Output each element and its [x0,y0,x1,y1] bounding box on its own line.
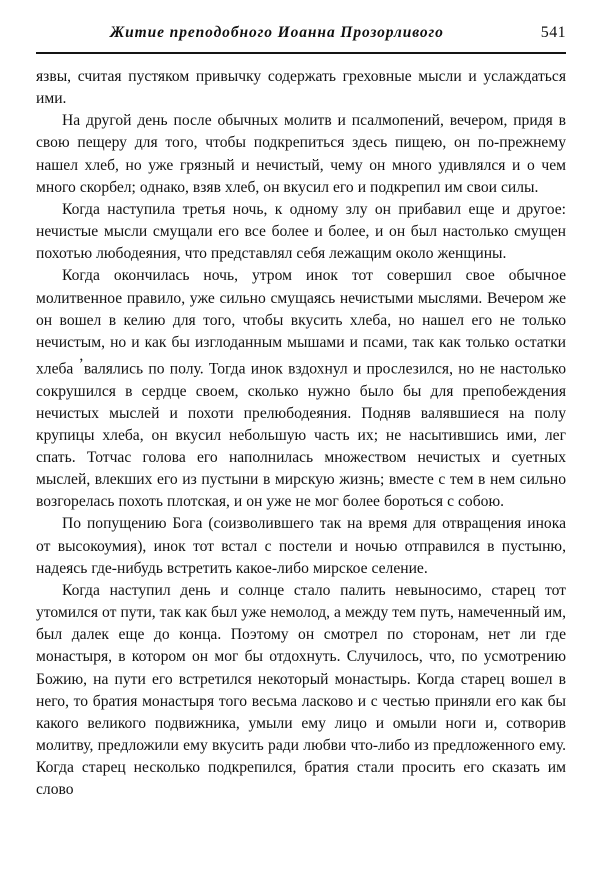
header-rule [36,52,566,54]
paragraph [36,265,566,513]
paragraph-segment: валялись по полу. Тогда инок вздохнул и прослезился, но не настолько сокрушился в сердце своем, сколько нужно было бы для препобеждения нечистых мыслей и похоти прелюбодеяния. Подняв валявшиеся на полу крупицы хлеба, он вкусил небольшую часть их; не насытившись ими, лег спать. Тотчас голова его наполнилась множеством нечистых и суетных мыслей, влекших его из пустыни в мирскую жизнь; вместе с тем в нем сильно возгорелась похоть плотская, и он уже не мог более бороться с собою. [36,360,566,511]
paragraph-segment: Когда окончилась ночь, утром инок тот совершил свое обычное молитвенное правило, уже сильно смущаясь нечистыми мыслями. Вечером же он вошел в келию для того, чтобы вкусить хлеба, но нашел его не только нечистым, но и как бы изглоданным мышами и псами, так как только остатки хлеба [36,267,566,378]
paragraph: язвы, считая пустяком привычку содержать греховные мысли и услаждаться ими. [36,68,566,108]
scan-artifact-mark: ʼ [78,356,84,374]
paragraph: По попущению Бога (соизволившего так на время для отвращения инока от высокоумия), инок тот встал с постели и ночью отправился в пустыню, надеясь где-нибудь встретить какое-либо мирское селение. [36,515,566,577]
paragraph: Когда наступила третья ночь, к одному злу он прибавил еще и другое: нечистые мысли смущали его все более и более, и он был настолько смущен похотью любодеяния, что представлял себя лежащим около женщины. [36,200,566,263]
running-head-title: Житие преподобного Иоанна Прозорливого [110,24,444,41]
running-head [36,24,566,50]
paragraph: Когда наступил день и солнце стало палить невыносимо, старец тот утомился от пути, так как был уже немолод, а между тем путь, намеченный им, был далек еще до конца. Поэтому он смотрел по сторонам, нет ли где монастыря, в котором он мог бы отдохнуть. Случилось, что, по усмотрению Божию, на пути его встретился некоторый монастырь. Когда старец вошел в него, то братия монастыря того весьма ласково и с честью приняли его как бы какого великого подвижника, умыли ему лицо и омыли ноги и, сотворив молитву, предложили ему вкусить ради любви что-либо из предложенного ему. Когда старец несколько подкрепился, братия стали просить его сказать им слово [36,581,566,799]
page-number: 541 [540,24,566,41]
paragraph: На другой день после обычных молитв и псалмопений, вечером, придя в свою пещеру для того, чтобы подкрепиться здесь пищею, он по-прежнему нашел хлеб, но уже грязный и нечистый, чему он много удивлялся и о чем много скорбел; однако, взяв хлеб, он вкусил его и подкрепил им свои силы. [36,112,566,196]
body-text-block [36,66,566,802]
